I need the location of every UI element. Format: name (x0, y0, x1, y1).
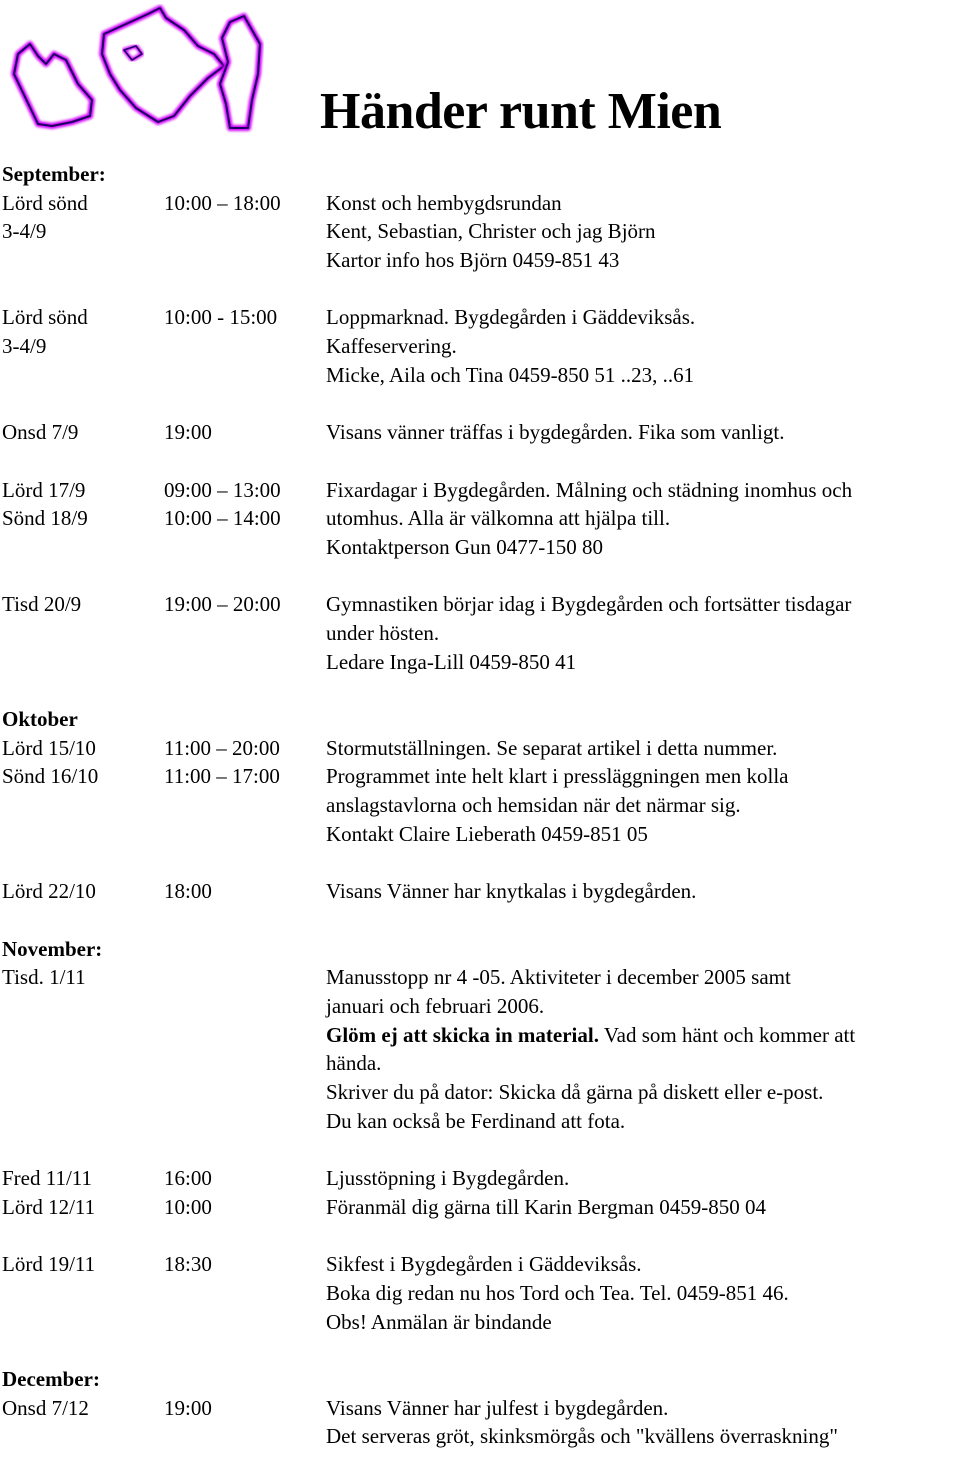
event-time: 19:00 (164, 1395, 212, 1420)
list-item (2, 1193, 960, 1222)
event-day: Lörd 15/10 (2, 735, 96, 760)
event-day: Lörd 22/10 (2, 879, 96, 904)
list-item (2, 361, 960, 390)
list-item (2, 820, 960, 849)
event-day: Lörd 12/11 (2, 1194, 96, 1219)
event-text: januari och februari 2006. (326, 993, 545, 1018)
list-item (2, 1021, 960, 1050)
list-item (2, 189, 960, 218)
list-item (2, 476, 960, 505)
list-item (2, 590, 960, 619)
event-day: Lörd 17/9 (2, 477, 86, 502)
event-text: Ljusstöpning i Bygdegården. (326, 1166, 570, 1191)
event-time: 16:00 (164, 1166, 212, 1191)
month-heading-oktober: Oktober (2, 707, 78, 732)
event-day: Tisd. 1/11 (2, 965, 86, 990)
event-time: 09:00 – 13:00 (164, 477, 281, 502)
event-time: 10:00 – 18:00 (164, 190, 281, 215)
event-text: Micke, Aila och Tina 0459-850 51 ..23, ..61 (326, 362, 695, 387)
page-title: Händer runt Mien (320, 83, 722, 140)
list-item (2, 1049, 960, 1078)
list-item (2, 791, 960, 820)
list-item (2, 619, 960, 648)
event-time: 10:00 - 15:00 (164, 305, 278, 330)
list-item (2, 1107, 960, 1136)
event-time: 10:00 (164, 1194, 212, 1219)
event-time: 11:00 – 17:00 (164, 764, 280, 789)
event-text: Kartor info hos Björn 0459-851 43 (326, 248, 620, 273)
event-text: Programmet inte helt klart i pressläggningen men kolla (326, 764, 789, 789)
list-item (2, 1394, 960, 1423)
event-day: Sönd 16/10 (2, 764, 99, 789)
list-item (2, 1164, 960, 1193)
event-day: Fred 11/11 (2, 1166, 93, 1191)
event-text: Visans Vänner har knytkalas i bygdegården. (326, 879, 697, 904)
event-text: Fixardagar i Bygdegården. Målning och städning inomhus och (326, 477, 853, 502)
list-item (2, 648, 960, 677)
list-item (2, 303, 960, 332)
list-item (2, 1279, 960, 1308)
event-text: Boka dig redan nu hos Tord och Tea. Tel. 0459-851 46. (326, 1280, 789, 1305)
hands-logo-icon (8, 4, 264, 134)
list-item (2, 246, 960, 275)
event-text: Du kan också be Ferdinand att fota. (326, 1108, 626, 1133)
event-text: Manusstopp nr 4 -05. Aktiviteter i december 2005 samt (326, 965, 791, 990)
event-text: hända. (326, 1051, 382, 1076)
event-text: Föranmäl dig gärna till Karin Bergman 0459-850 04 (326, 1194, 766, 1219)
event-text: Sikfest i Bygdegården i Gäddeviksås. (326, 1252, 642, 1277)
list-item (2, 1422, 960, 1451)
event-text: Skriver du på dator: Skicka då gärna på diskett eller e-post. (326, 1080, 824, 1104)
list-item (2, 762, 960, 791)
event-text: Gymnastiken börjar idag i Bygdegården och fortsätter tisdagar (326, 592, 852, 617)
event-time: 19:00 (164, 420, 212, 445)
event-text: Det serveras gröt, skinksmörgås och "kvällens överraskning" (326, 1424, 838, 1449)
event-text: Kent, Sebastian, Christer och jag Björn (326, 219, 656, 244)
event-time: 10:00 – 14:00 (164, 506, 281, 531)
event-day: Lörd sönd (2, 190, 88, 215)
event-day: Lörd 19/11 (2, 1252, 96, 1277)
event-time: 11:00 – 20:00 (164, 735, 280, 760)
event-day: Tisd 20/9 (2, 592, 82, 617)
event-day: Onsd 7/9 (2, 420, 79, 445)
event-text: Visans Vänner har julfest i bygdegården. (326, 1395, 669, 1420)
event-text: Kaffeservering. (326, 334, 457, 359)
event-text: Loppmarknad. Bygdegården i Gäddeviksås. (326, 305, 696, 330)
event-time: 18:30 (164, 1252, 212, 1277)
list-item (2, 418, 960, 447)
event-day: Sönd 18/9 (2, 506, 88, 531)
event-text: Stormutställningen. Se separat artikel i detta nummer. (326, 735, 778, 760)
event-time: 18:00 (164, 879, 212, 904)
month-heading-december: December: (2, 1366, 100, 1391)
event-text (326, 1021, 855, 1050)
event-text: under hösten. (326, 621, 440, 645)
list-item (2, 877, 960, 906)
event-text-rest: Vad som hänt och kommer att (598, 1022, 856, 1047)
event-day: Lörd sönd (2, 305, 88, 330)
list-item (2, 504, 960, 533)
month-heading-november: November: (2, 936, 103, 961)
event-text: Visans vänner träffas i bygdegården. Fika som vanligt. (326, 420, 785, 445)
event-text: Kontakt Claire Lieberath 0459-851 05 (326, 821, 648, 846)
list-item (2, 533, 960, 562)
event-day: 3-4/9 (2, 219, 47, 244)
month-heading-september: September: (2, 162, 106, 186)
list-item (2, 332, 960, 361)
event-time: 19:00 – 20:00 (164, 592, 281, 617)
reminder-bold-text: Glöm ej att skicka in material. (326, 1022, 599, 1047)
event-text: Kontaktperson Gun 0477-150 80 (326, 534, 604, 559)
list-item (2, 1078, 960, 1107)
list-item (2, 992, 960, 1021)
list-item (2, 1308, 960, 1337)
list-item (2, 963, 960, 992)
list-item (2, 734, 960, 763)
event-day: 3-4/9 (2, 334, 47, 359)
event-calendar (2, 160, 960, 1451)
event-day: Onsd 7/12 (2, 1395, 89, 1420)
event-text: anslagstavlorna och hemsidan när det närmar sig. (326, 793, 741, 818)
list-item (2, 1250, 960, 1279)
event-text: Konst och hembygdsrundan (326, 190, 562, 215)
list-item (2, 217, 960, 246)
event-text: Obs! Anmälan är bindande (326, 1309, 552, 1334)
event-text: utomhus. Alla är välkomna att hjälpa till. (326, 506, 671, 531)
event-text: Ledare Inga-Lill 0459-850 41 (326, 649, 577, 674)
